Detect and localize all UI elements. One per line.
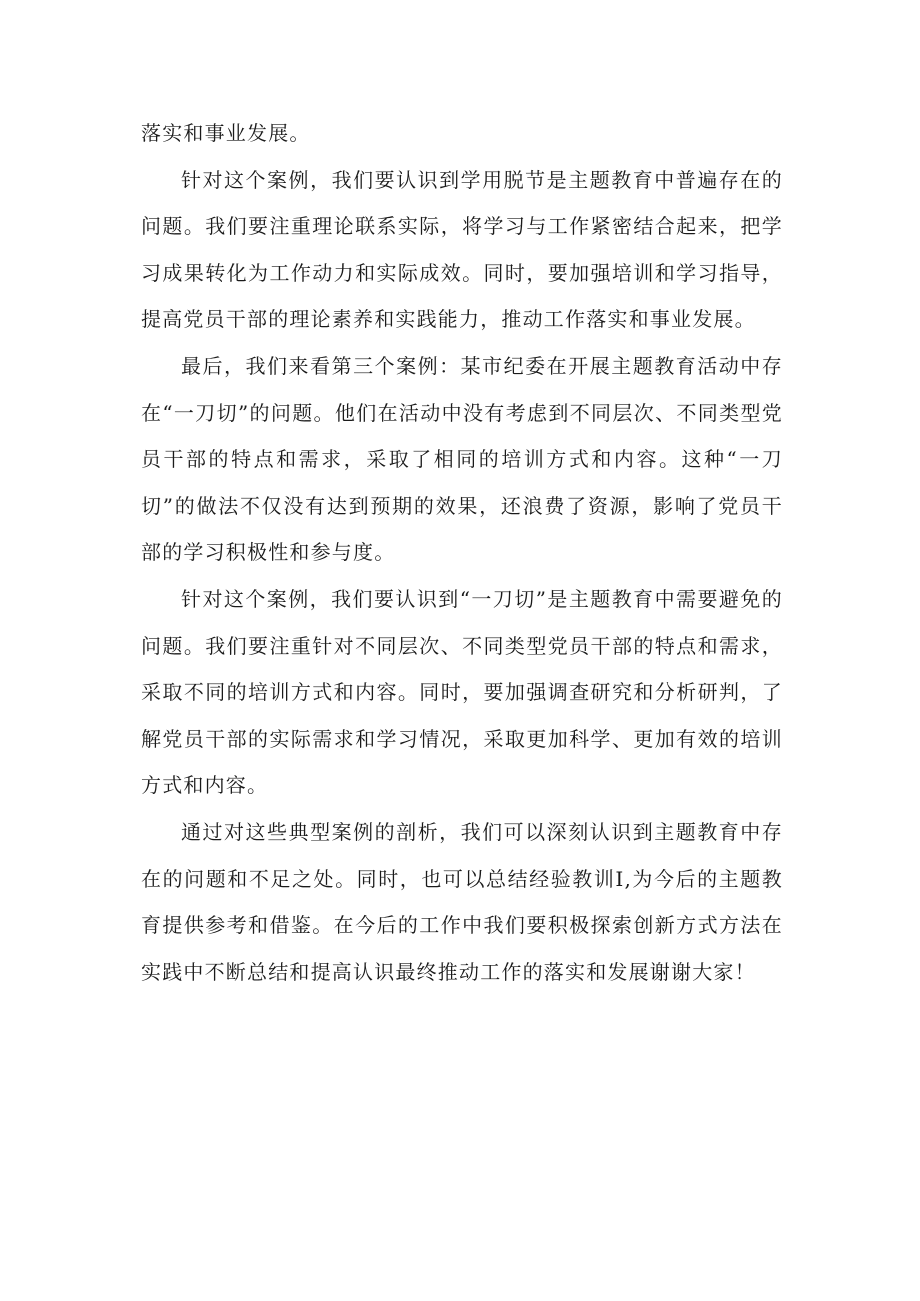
paragraph-case-three: 最后，我们来看第三个案例：某市纪委在开展主题教育活动中存在“一刀切”的问题。他们在活动中没有考虑到不同层次、不同类型党员干部的特点和需求，采取了相同的培训方式和内容。这种“一刀切”的做法不仅没有达到预期的效果，还浪费了资源，影响了党员干部的学习积极性和参与度。 <box>141 353 783 565</box>
paragraph-case-three-analysis: 针对这个案例，我们要认识到“一刀切”是主题教育中需要避免的问题。我们要注重针对不同层次、不同类型党员干部的特点和需求，采取不同的培训方式和内容。同时，要加强调查研究和分析研判，了解党员干部的实际需求和学习情况，采取更加科学、更加有效的培训方式和内容。 <box>141 586 783 798</box>
paragraph-case-two-analysis: 针对这个案例，我们要认识到学用脱节是主题教育中普遍存在的问题。我们要注重理论联系实际，将学习与工作紧密结合起来，把学习成果转化为工作动力和实际成效。同时，要加强培训和学习指导，提高党员干部的理论素养和实践能力，推动工作落实和事业发展。 <box>141 167 783 332</box>
document-body <box>141 110 783 995</box>
paragraph-continuation: 落实和事业发展。 <box>141 121 311 145</box>
paragraph-conclusion: 通过对这些典型案例的剖析，我们可以深刻认识到主题教育中存在的问题和不足之处。同时，也可以总结经验教训I,为今后的主题教育提供参考和借鉴。在今后的工作中我们要积极探索创新方式方法在实践中不断总结和提高认识最终推动工作的落实和发展谢谢大家！ <box>141 819 783 984</box>
